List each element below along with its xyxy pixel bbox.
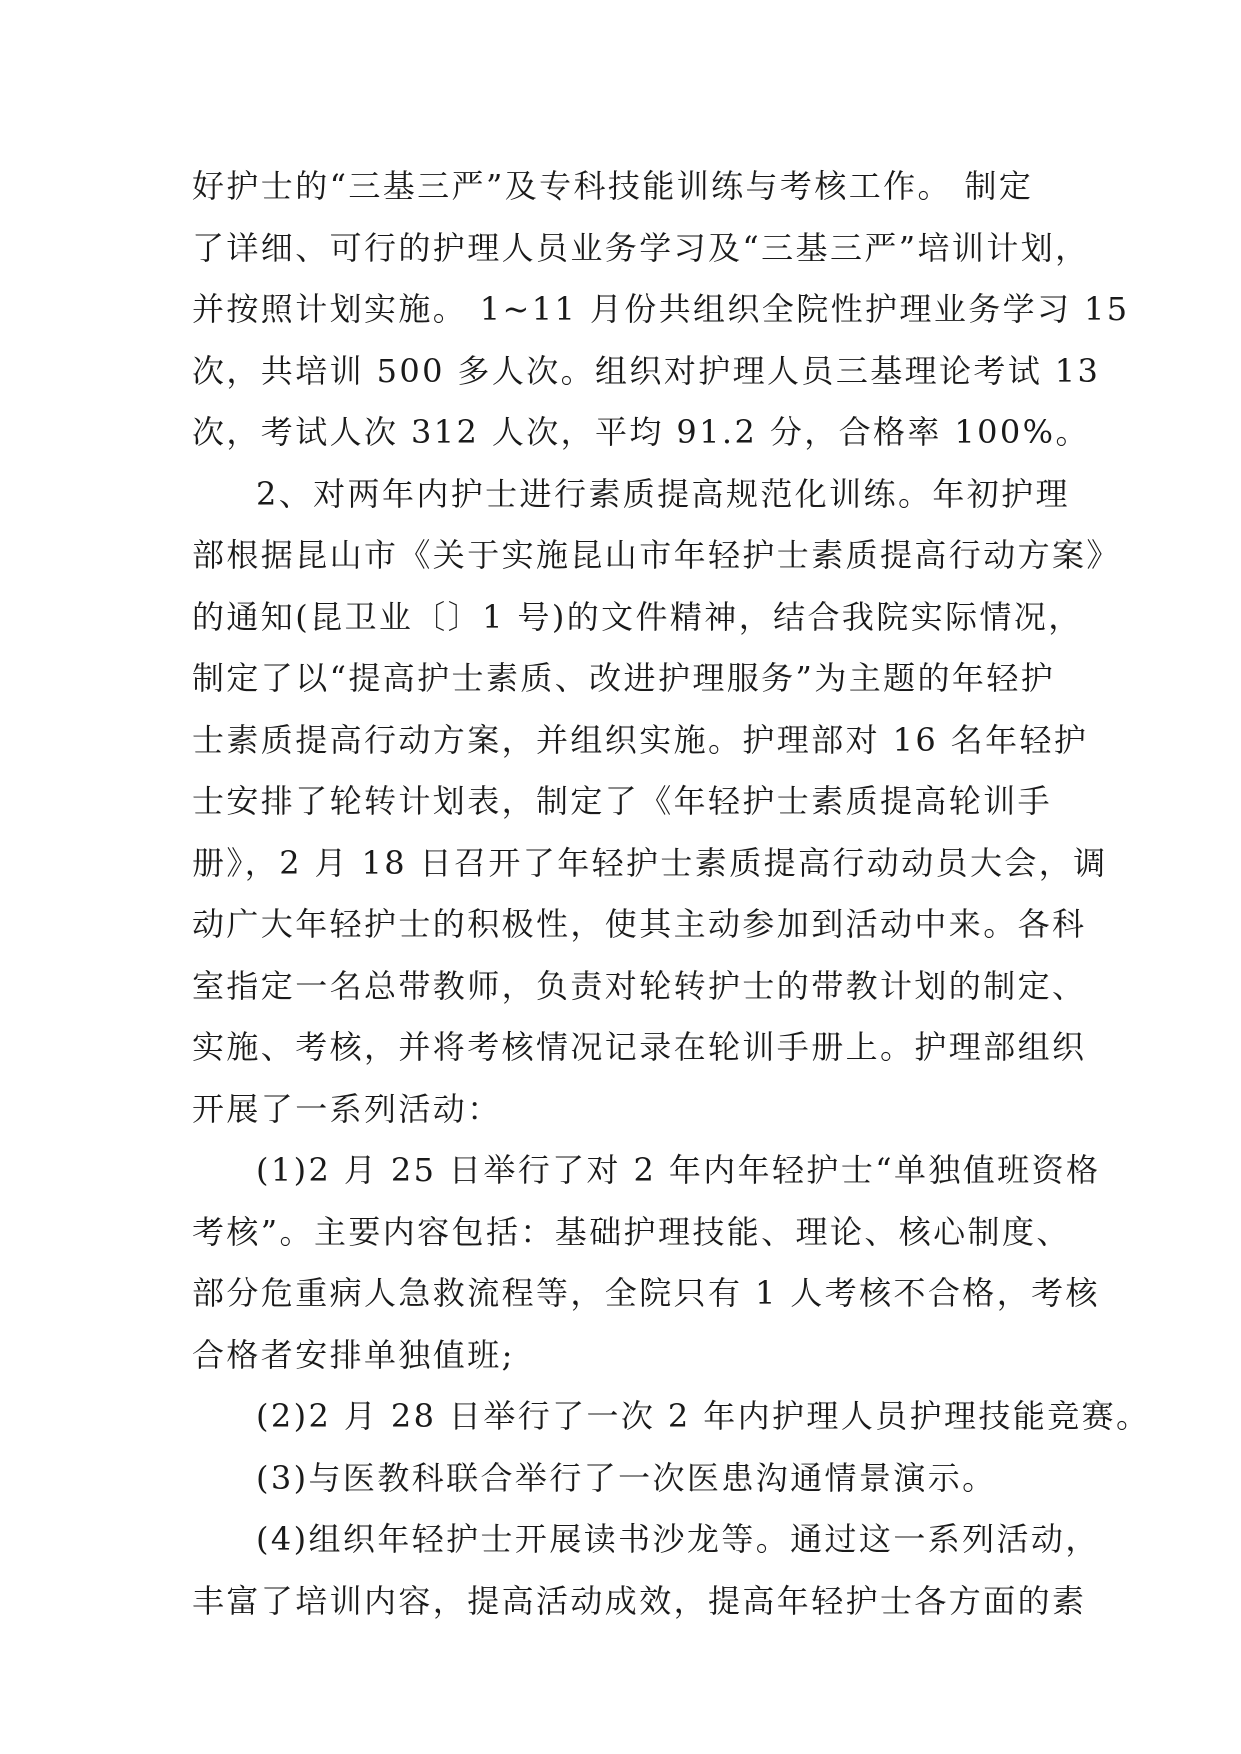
text-line: 合格者安排单独值班; <box>192 1335 515 1374</box>
text-line: 部分危重病人急救流程等，全院只有 1 人考核不合格，考核 <box>192 1274 1100 1312</box>
text-line: 动广大年轻护士的积极性，使其主动参加到活动中来。各科 <box>192 905 1087 943</box>
text-line: (4)组织年轻护士开展读书沙龙等。通过这一系列活动， <box>256 1520 1100 1558</box>
text-line: 开展了一系列活动： <box>192 1089 502 1128</box>
text-line: 士素质提高行动方案，并组织实施。护理部对 16 名年轻护 <box>192 720 1089 759</box>
text-line: 次，考试人次 312 人次，平均 91.2 分，合格率 100%。 <box>192 413 1090 451</box>
text-line: 士安排了轮转计划表，制定了《年轻护士素质提高轮训手 <box>192 782 1053 820</box>
text-line: 制定了以“提高护士素质、改进护理服务”为主题的年轻护 <box>192 659 1056 697</box>
text-line: 册》，2 月 18 日召开了年轻护士素质提高行动动员大会，调 <box>192 843 1108 882</box>
text-line: (1)2 月 25 日举行了对 2 年内年轻护士“单独值班资格 <box>256 1151 1101 1189</box>
text-line: 室指定一名总带教师，负责对轮转护士的带教计划的制定、 <box>192 966 1087 1005</box>
text-line: 并按照计划实施。 1~11 月份共组织全院性护理业务学习 15 <box>192 290 1130 328</box>
text-line: (2)2 月 28 日举行了一次 2 年内护理人员护理技能竞赛。 <box>256 1397 1151 1435</box>
text-line: 考核”。主要内容包括：基础护理技能、理论、核心制度、 <box>192 1212 1071 1251</box>
text-line: (3)与医教科联合举行了一次医患沟通情景演示。 <box>256 1458 997 1497</box>
text-line: 次，共培训 500 多人次。组织对护理人员三基理论考试 13 <box>192 351 1101 390</box>
text-line: 了详细、可行的护理人员业务学习及“三基三严”培训计划， <box>192 228 1090 267</box>
text-line: 好护士的“三基三严”及专科技能训练与考核工作。 制定 <box>192 167 1034 205</box>
text-line: 丰富了培训内容，提高活动成效，提高年轻护士各方面的素 <box>192 1581 1087 1620</box>
text-line: 的通知(昆卫业〔〕1 号)的文件精神，结合我院实际情况， <box>192 597 1083 636</box>
text-line: 部根据昆山市《关于实施昆山市年轻护士素质提高行动方案》 <box>192 536 1121 574</box>
document-body <box>192 156 1151 1632</box>
text-line: 2、对两年内护士进行素质提高规范化训练。年初护理 <box>256 474 1070 513</box>
text-line: 实施、考核，并将考核情况记录在轮训手册上。护理部组织 <box>192 1028 1087 1066</box>
